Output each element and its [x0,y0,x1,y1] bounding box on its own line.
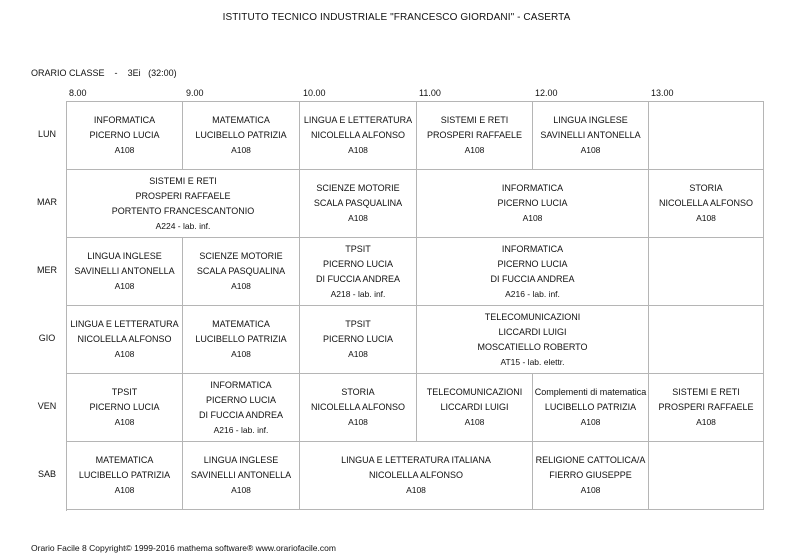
lesson-cell [533,442,649,510]
empty-slot [649,306,764,374]
lesson-cell [533,374,649,442]
lesson-cell [183,374,300,442]
lesson-teacher: DI FUCCIA ANDREA [315,273,400,284]
lesson-cell [533,102,649,170]
lesson-teacher: DI FUCCIA ANDREA [490,273,575,284]
lesson-room: A108 [231,145,251,155]
lesson-teacher: PICERNO LUCIA [497,198,568,208]
lesson-cell [183,102,300,170]
lesson-room: A108 [114,485,135,495]
hour-label: 10.00 [303,88,326,98]
lesson-subject: LINGUA INGLESE [203,455,279,465]
day-label: LUN [37,129,56,139]
lesson-subject: SISTEMI E RETI [440,115,509,125]
day-label: MER [37,265,57,275]
lesson-teacher: PICERNO LUCIA [497,258,568,269]
lesson-room: A108 [114,281,135,291]
lesson-subject: TELECOMUNICAZIONI [484,311,581,322]
lesson-subject: MATEMATICA [212,115,270,125]
lesson-room: A108 [348,213,368,223]
lesson-cell [417,306,649,374]
lesson-teacher: PROSPERI RAFFAELE [426,130,523,140]
lesson-room: A108 [522,213,543,223]
lesson-subject: SCIENZE MOTORIE [316,183,400,193]
lesson-cell [300,238,417,306]
lesson-room: A218 - lab. inf. [330,288,386,299]
lesson-teacher: PICERNO LUCIA [322,258,393,269]
lesson-teacher: SCALA PASQUALINA [313,198,403,208]
hour-label: 9.00 [186,88,204,98]
lesson-subject: TPSIT [111,387,138,397]
lesson-teacher: LICCARDI LUIGI [498,326,567,337]
lesson-cell [649,170,764,238]
lesson-room: A108 [696,417,716,427]
lesson-room: A108 [114,417,135,427]
lesson-subject: TPSIT [345,319,371,329]
lesson-room: A108 [348,417,368,427]
lesson-cell [300,170,417,238]
lesson-cell [67,442,183,510]
lesson-teacher: NICOLELLA ALFONSO [310,130,406,140]
lesson-teacher: NICOLELLA ALFONSO [310,402,406,412]
hour-label: 12.00 [535,88,558,98]
empty-slot [649,238,764,306]
lesson-subject: TPSIT [345,243,371,254]
hour-label: 13.00 [651,88,674,98]
empty-slot [649,442,764,510]
lesson-teacher: MOSCATIELLO ROBERTO [477,341,588,352]
empty-slot [649,102,764,170]
lesson-teacher: PORTENTO FRANCESCANTONIO [111,205,255,216]
day-label: SAB [37,469,56,479]
lesson-teacher: LUCIBELLO PATRIZIA [544,402,637,412]
lesson-cell [183,442,300,510]
day-label: MAR [37,197,57,207]
lesson-subject: LINGUA INGLESE [87,251,162,261]
lesson-room: A108 [348,145,368,155]
hour-label: 11.00 [419,88,441,98]
lesson-cell [300,442,533,510]
lesson-cell [300,102,417,170]
lesson-cell [67,170,300,238]
lesson-room: A108 [696,213,716,223]
lesson-room: A108 [580,145,601,155]
lesson-teacher: SAVINELLI ANTONELLA [540,130,641,140]
lesson-teacher: PICERNO LUCIA [89,402,160,412]
hour-label: 8.00 [69,88,87,98]
lesson-subject: LINGUA E LETTERATURA [303,115,413,125]
lesson-room: A108 [114,145,135,155]
lesson-subject: STORIA [689,183,723,193]
lesson-subject: SISTEMI E RETI [149,175,217,186]
lesson-subject: SCIENZE MOTORIE [199,251,283,261]
lesson-cell [67,306,183,374]
lesson-teacher: FIERRO GIUSEPPE [549,470,632,480]
lesson-cell [67,374,183,442]
class-separator: - [114,68,118,78]
lesson-teacher: SCALA PASQUALINA [196,266,286,276]
lesson-teacher: NICOLELLA ALFONSO [368,470,464,480]
day-label: GIO [38,333,56,343]
lesson-room: A108 [580,485,601,495]
lesson-cell [417,374,533,442]
lesson-cell [300,374,417,442]
lesson-cell [67,102,183,170]
lesson-teacher: PICERNO LUCIA [205,394,276,405]
lesson-cell [417,170,649,238]
lesson-subject: LINGUA E LETTERATURA [70,319,179,329]
lesson-room: AT15 - lab. elettr. [500,356,565,367]
lesson-subject: INFORMATICA [93,115,156,125]
lesson-teacher: PROSPERI RAFFAELE [658,402,754,412]
lesson-teacher: LUCIBELLO PATRIZIA [195,334,287,344]
lesson-subject: INFORMATICA [501,243,564,254]
lesson-teacher: LUCIBELLO PATRIZIA [78,470,171,480]
lesson-teacher: NICOLELLA ALFONSO [77,334,172,344]
lesson-cell [417,102,533,170]
lesson-room: A108 [114,349,135,359]
lesson-room: A216 - lab. inf. [505,288,560,299]
lesson-cell [183,306,300,374]
lesson-room: A108 [580,417,601,427]
lesson-cell [649,374,764,442]
lesson-subject: RELIGIONE CATTOLICA/A [535,455,646,465]
class-label: ORARIO CLASSE [31,68,105,78]
lesson-cell [417,238,649,306]
lesson-teacher: DI FUCCIA ANDREA [198,409,283,420]
lesson-teacher: SAVINELLI ANTONELLA [74,266,175,276]
lesson-subject: SISTEMI E RETI [672,387,740,397]
school-title: ISTITUTO TECNICO INDUSTRIALE "FRANCESCO GIORDANI" - CASERTA [222,12,571,23]
lesson-room: A108 [231,485,251,495]
lesson-room: A224 - lab. inf. [155,220,211,231]
lesson-room: A216 - lab. inf. [213,424,269,435]
hour-header-row [66,88,766,100]
class-name: 3Ei [127,68,141,78]
lesson-subject: STORIA [341,387,375,397]
lesson-subject: Complementi di matematica [534,387,647,397]
lesson-cell [183,238,300,306]
lesson-subject: LINGUA E LETTERATURA ITALIANA [341,455,491,465]
lesson-teacher: PROSPERI RAFFAELE [135,190,231,201]
lesson-teacher: LICCARDI LUIGI [440,402,509,412]
class-hours: (32:00) [148,68,177,78]
lesson-teacher: LUCIBELLO PATRIZIA [195,130,287,140]
timetable-grid [66,101,764,511]
lesson-subject: INFORMATICA [501,183,564,193]
lesson-room: A108 [464,145,485,155]
lesson-room: A108 [464,417,485,427]
lesson-room: A108 [231,281,251,291]
lesson-subject: LINGUA INGLESE [553,115,628,125]
day-label: VEN [37,401,57,411]
lesson-room: A108 [348,349,368,359]
lesson-subject: MATEMATICA [95,455,154,465]
class-heading [31,68,177,78]
footer-copyright: Orario Facile 8 Copyright© 1999-2016 mathema software® www.orariofacile.com [31,543,336,553]
lesson-teacher: PICERNO LUCIA [322,334,393,344]
lesson-cell [300,306,417,374]
lesson-room: A108 [231,349,251,359]
lesson-cell [67,238,183,306]
lesson-subject: INFORMATICA [210,379,272,390]
lesson-room: A108 [406,485,426,495]
lesson-teacher: PICERNO LUCIA [89,130,160,140]
lesson-teacher: SAVINELLI ANTONELLA [190,470,292,480]
lesson-subject: MATEMATICA [212,319,270,329]
lesson-teacher: NICOLELLA ALFONSO [658,198,754,208]
lesson-subject: TELECOMUNICAZIONI [426,387,523,397]
